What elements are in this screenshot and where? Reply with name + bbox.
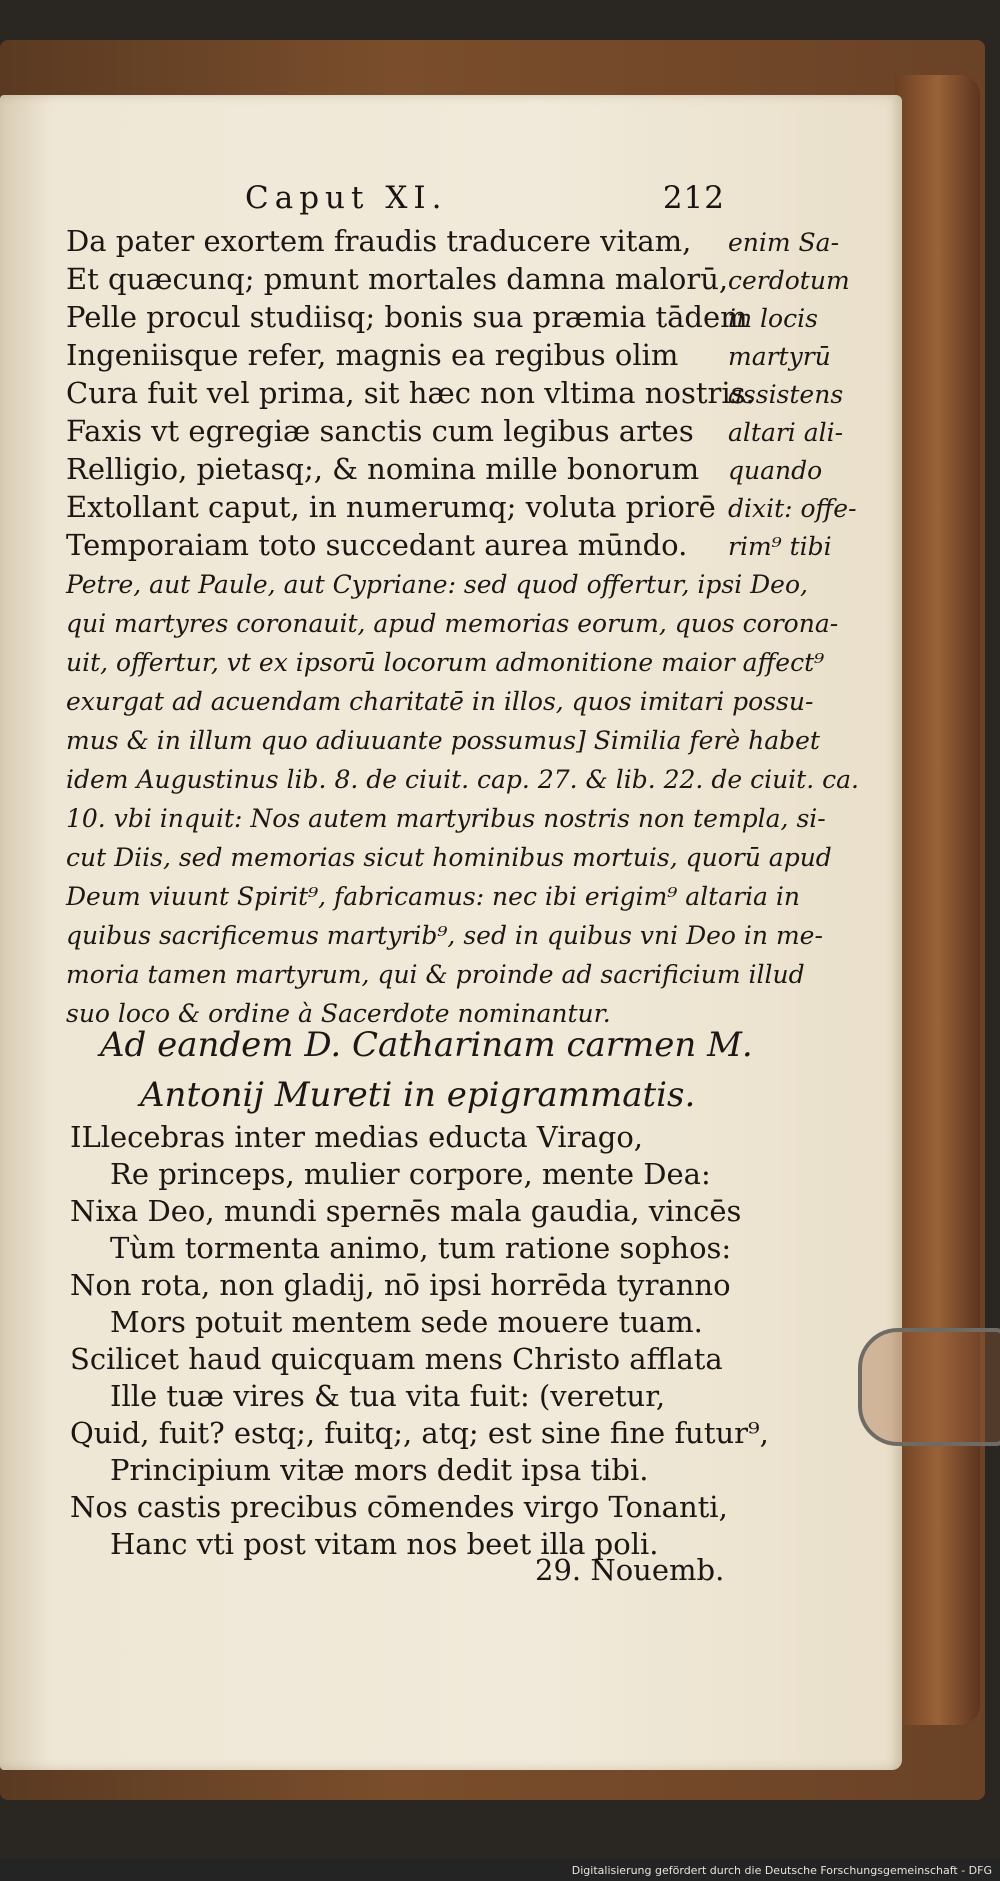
commentary-line: Deum viuunt Spirit⁹, fabricamus: nec ibi erigim⁹ altaria in (66, 882, 801, 911)
heading-line: Ad eandem D. Catharinam carmen M. (100, 1025, 753, 1065)
verse-line: Et quæcunq; pmunt mortales damna malorū, (66, 262, 729, 296)
poem-line: Principium vitæ mors dedit ipsa tibi. (110, 1453, 649, 1487)
poem-line: Tùm tormenta animo, tum ratione sophos: (110, 1231, 732, 1265)
chapter-title: Caput XI. (245, 180, 448, 216)
margin-note: enim Sa- (728, 228, 840, 257)
margin-note: rim⁹ tibi (728, 532, 832, 561)
verse-line: Faxis vt egregiæ sanctis cum legibus artes (66, 414, 694, 448)
commentary-line: uit, offertur, vt ex ipsorū locorum admonitione maior affect⁹ (66, 648, 825, 677)
poem-line: Scilicet haud quicquam mens Christo afflata (70, 1342, 723, 1376)
verse-line: Relligio, pietasq;, & nomina mille bonorum (66, 452, 700, 486)
verse-line: Pelle procul studiisq; bonis sua præmia tādem (66, 300, 748, 334)
date-note: 29. Nouemb. (535, 1553, 725, 1587)
poem-line: Re princeps, mulier corpore, mente Dea: (110, 1157, 711, 1191)
poem-line: Nixa Deo, mundi spernēs mala gaudia, vincēs (70, 1194, 742, 1228)
poem-line: Hanc vti post vitam nos beet illa poli. (110, 1527, 659, 1561)
commentary-line: qui martyres coronauit, apud memorias eorum, quos corona- (66, 609, 839, 638)
commentary-line: moria tamen martyrum, qui & proinde ad sacrificium illud (66, 960, 805, 989)
commentary-line: 10. vbi inquit: Nos autem martyribus nostris non templa, si- (66, 804, 826, 833)
verse-line: Extollant caput, in numerumq; voluta priorē (66, 490, 716, 524)
margin-note: in locis (728, 304, 818, 333)
commentary-line: suo loco & ordine à Sacerdote nominantur. (66, 999, 611, 1028)
clasp-ring (858, 1328, 1000, 1446)
margin-note: assistens (728, 380, 844, 409)
margin-note: quando (728, 456, 823, 485)
commentary-line: Petre, aut Paule, aut Cypriane: sed quod offertur, ipsi Deo, (66, 570, 808, 599)
commentary-line: quibus sacrificemus martyrib⁹, sed in quibus vni Deo in me- (66, 921, 823, 950)
digitization-credit: Digitalisierung gefördert durch die Deutsche Forschungsgemeinschaft - DFG (571, 1864, 992, 1877)
verse-line: Ingeniisque refer, magnis ea regibus olim (66, 338, 679, 372)
page-number: 212 (662, 180, 725, 216)
margin-note: altari ali- (728, 418, 844, 447)
margin-note: martyrū (728, 342, 831, 371)
poem-line: Ille tuæ vires & tua vita fuit: (veretur, (110, 1379, 666, 1413)
poem-line: ILlecebras inter medias educta Virago, (70, 1120, 644, 1154)
verse-line: Temporaiam toto succedant aurea mūndo. (66, 528, 688, 562)
poem-line: Quid, fuit? estq;, fuitq;, atq; est sine fine futur⁹, (70, 1416, 769, 1450)
poem-line: Mors potuit mentem sede mouere tuam. (110, 1305, 703, 1339)
margin-note: dixit: offe- (728, 494, 857, 523)
commentary-line: mus & in illum quo adiuuante possumus] Similia ferè habet (66, 726, 820, 755)
commentary-line: idem Augustinus lib. 8. de ciuit. cap. 27. & lib. 22. de ciuit. ca. (66, 765, 859, 794)
poem-line: Non rota, non gladij, nō ipsi horrēda tyranno (70, 1268, 731, 1302)
page-header (245, 180, 725, 216)
verse-line: Cura fuit vel prima, sit hæc non vltima nostris. (66, 376, 755, 410)
verse-line: Da pater exortem fraudis traducere vitam, (66, 224, 692, 258)
heading-line: Antonij Mureti in epigrammatis. (140, 1075, 696, 1115)
commentary-line: exurgat ad acuendam charitatē in illos, quos imitari possu- (66, 687, 814, 716)
margin-note: cerdotum (728, 266, 850, 295)
poem-line: Nos castis precibus cōmendes virgo Tonanti, (70, 1490, 728, 1524)
commentary-line: cut Diis, sed memorias sicut hominibus mortuis, quorū apud (66, 843, 832, 872)
cover-edge (895, 75, 980, 1725)
